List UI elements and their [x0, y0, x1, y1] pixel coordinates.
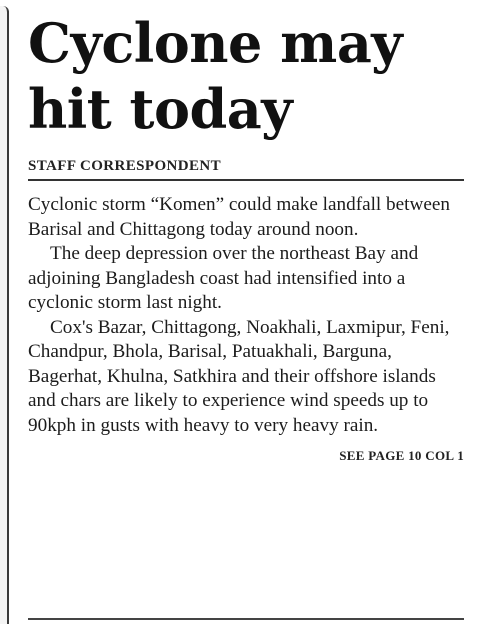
headline-line-1: Cyclone may	[28, 11, 403, 75]
byline: STAFF CORRESPONDENT	[28, 158, 464, 181]
clipping-edge	[0, 6, 9, 624]
paragraph-3: Cox's Bazar, Chittagong, Noakhali, Laxmipur, Feni, Chandpur, Bhola, Barisal, Patuakhali, Barguna, Bagerhat, Khulna, Satkhira and their offshore islands and chars are likely to experience wind speeds up to 90kph in gusts with heavy to very heavy rain.	[28, 316, 450, 436]
continuation-note: SEE PAGE 10 COL 1	[339, 448, 464, 463]
article-body	[28, 193, 468, 438]
headline	[28, 0, 468, 142]
bottom-rule	[28, 618, 464, 620]
headline-line-2: hit today	[28, 77, 293, 141]
article	[28, 0, 468, 464]
paragraph-2: The deep depression over the northeast Bay and adjoining Bangladesh coast had intensified into a cyclonic storm last night.	[28, 243, 419, 313]
paragraph-1: Cyclonic storm “Komen” could make landfall between Barisal and Chittagong today around noon.	[28, 194, 450, 240]
